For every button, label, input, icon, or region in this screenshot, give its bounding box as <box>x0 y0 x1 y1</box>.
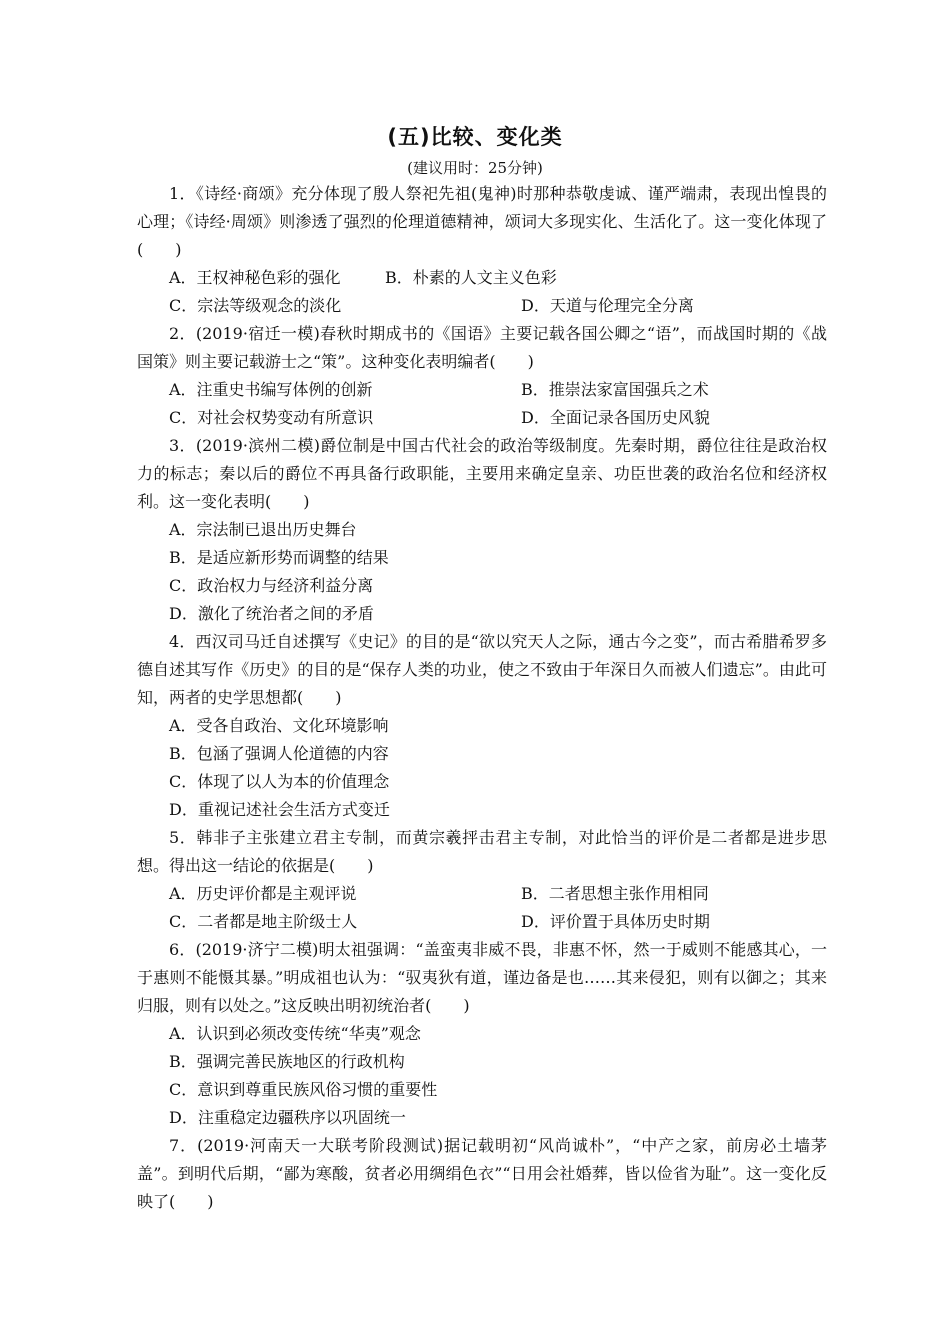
option-d: D．评价置于具体历史时期 <box>521 912 710 931</box>
option-b: B．包涵了强调人伦道德的内容 <box>169 744 389 763</box>
option-d: D．全面记录各国历史风貌 <box>521 408 710 427</box>
option-c: C．对社会权势变动有所意识 <box>169 408 374 427</box>
option-row <box>137 404 827 432</box>
question-stem: 4．西汉司马迁自述撰写《史记》的目的是“欲以究天人之际，通古今之变”，而古希腊希罗多德自述其写作《历史》的目的是“保存人类的功业，使之不致由于年深日久而被人们遗忘”。由此可知，两者的史学思想都( ) <box>137 632 827 707</box>
option-d: D．天道与伦理完全分离 <box>521 296 694 315</box>
option-c: C．体现了以人为本的价值理念 <box>169 772 390 791</box>
option-b: B．强调完善民族地区的行政机构 <box>169 1052 405 1071</box>
option-b: B．推崇法家富国强兵之术 <box>521 380 709 399</box>
question-4 <box>137 628 827 824</box>
question-stem: 7．(2019·河南天一大联考阶段测试)据记载明初“风尚诚朴”，“中产之家，前房必土墙茅盖”。到明代后期，“鄙为寒酸，贫者必用绸绢色衣”“日用会社婚葬，皆以俭省为耻”。这一变化反映了( ) <box>137 1136 827 1211</box>
question-stem: 2．(2019·宿迁一模)春秋时期成书的《国语》主要记载各国公卿之“语”，而战国时期的《战国策》则主要记载游士之“策”。这种变化表明编者( ) <box>137 324 827 371</box>
question-3 <box>137 432 827 628</box>
option-a: A．宗法制已退出历史舞台 <box>169 520 357 539</box>
question-stem: 1．《诗经·商颂》充分体现了殷人祭祀先祖(鬼神)时那种恭敬虔诚、谨严端肃，表现出惶畏的心理；《诗经·周颂》则渗透了强烈的伦理道德精神，颂词大多现实化、生活化了。这一变化体现了( ) <box>137 184 827 259</box>
question-stem: 6．(2019·济宁二模)明太祖强调：“盖蛮夷非威不畏，非惠不怀，然一于威则不能感其心，一于惠则不能慑其暴。”明成祖也认为：“驭夷狄有道，谨边备是也……其来侵犯，则有以御之；其来归服，则有以处之。”这反映出明初统治者( ) <box>137 940 827 1015</box>
time-suggestion: (建议用时：25分钟) <box>407 159 543 177</box>
option-row <box>137 264 827 292</box>
question-7 <box>137 1132 827 1216</box>
option-d: D．注重稳定边疆秩序以巩固统一 <box>169 1108 406 1127</box>
option-d: D．重视记述社会生活方式变迁 <box>169 800 390 819</box>
option-c: C．政治权力与经济利益分离 <box>169 576 374 595</box>
option-row <box>137 376 827 404</box>
option-a: A．注重史书编写体例的创新 <box>169 380 373 399</box>
option-row <box>137 292 827 320</box>
question-6 <box>137 936 827 1132</box>
option-c: C．宗法等级观念的淡化 <box>169 296 342 315</box>
option-a: A．王权神秘色彩的强化 <box>169 268 341 287</box>
option-a: A．受各自政治、文化环境影响 <box>169 716 389 735</box>
option-row <box>137 880 827 908</box>
option-c: C．意识到尊重民族风俗习惯的重要性 <box>169 1080 438 1099</box>
option-row <box>137 908 827 936</box>
option-d: D．激化了统治者之间的矛盾 <box>169 604 374 623</box>
question-5 <box>137 824 827 936</box>
question-list <box>137 180 827 1216</box>
question-stem: 3．(2019·滨州二模)爵位制是中国古代社会的政治等级制度。先秦时期，爵位往往是政治权力的标志；秦以后的爵位不再具备行政职能，主要用来确定皇亲、功臣世袭的政治名位和经济权利。这一变化表明( ) <box>137 436 827 511</box>
option-b: B．朴素的人文主义色彩 <box>385 268 557 287</box>
page-title: (五)比较、变化类 <box>387 125 563 149</box>
option-c: C．二者都是地主阶级士人 <box>169 912 358 931</box>
question-2 <box>137 320 827 432</box>
question-stem: 5．韩非子主张建立君主专制，而黄宗羲抨击君主专制，对此恰当的评价是二者都是进步思想。得出这一结论的依据是( ) <box>137 828 827 875</box>
option-b: B．是适应新形势而调整的结果 <box>169 548 389 567</box>
option-b: B．二者思想主张作用相同 <box>521 884 709 903</box>
option-a: A．历史评价都是主观评说 <box>169 884 357 903</box>
question-1 <box>137 180 827 320</box>
option-a: A．认识到必须改变传统“华夷”观念 <box>169 1024 421 1043</box>
